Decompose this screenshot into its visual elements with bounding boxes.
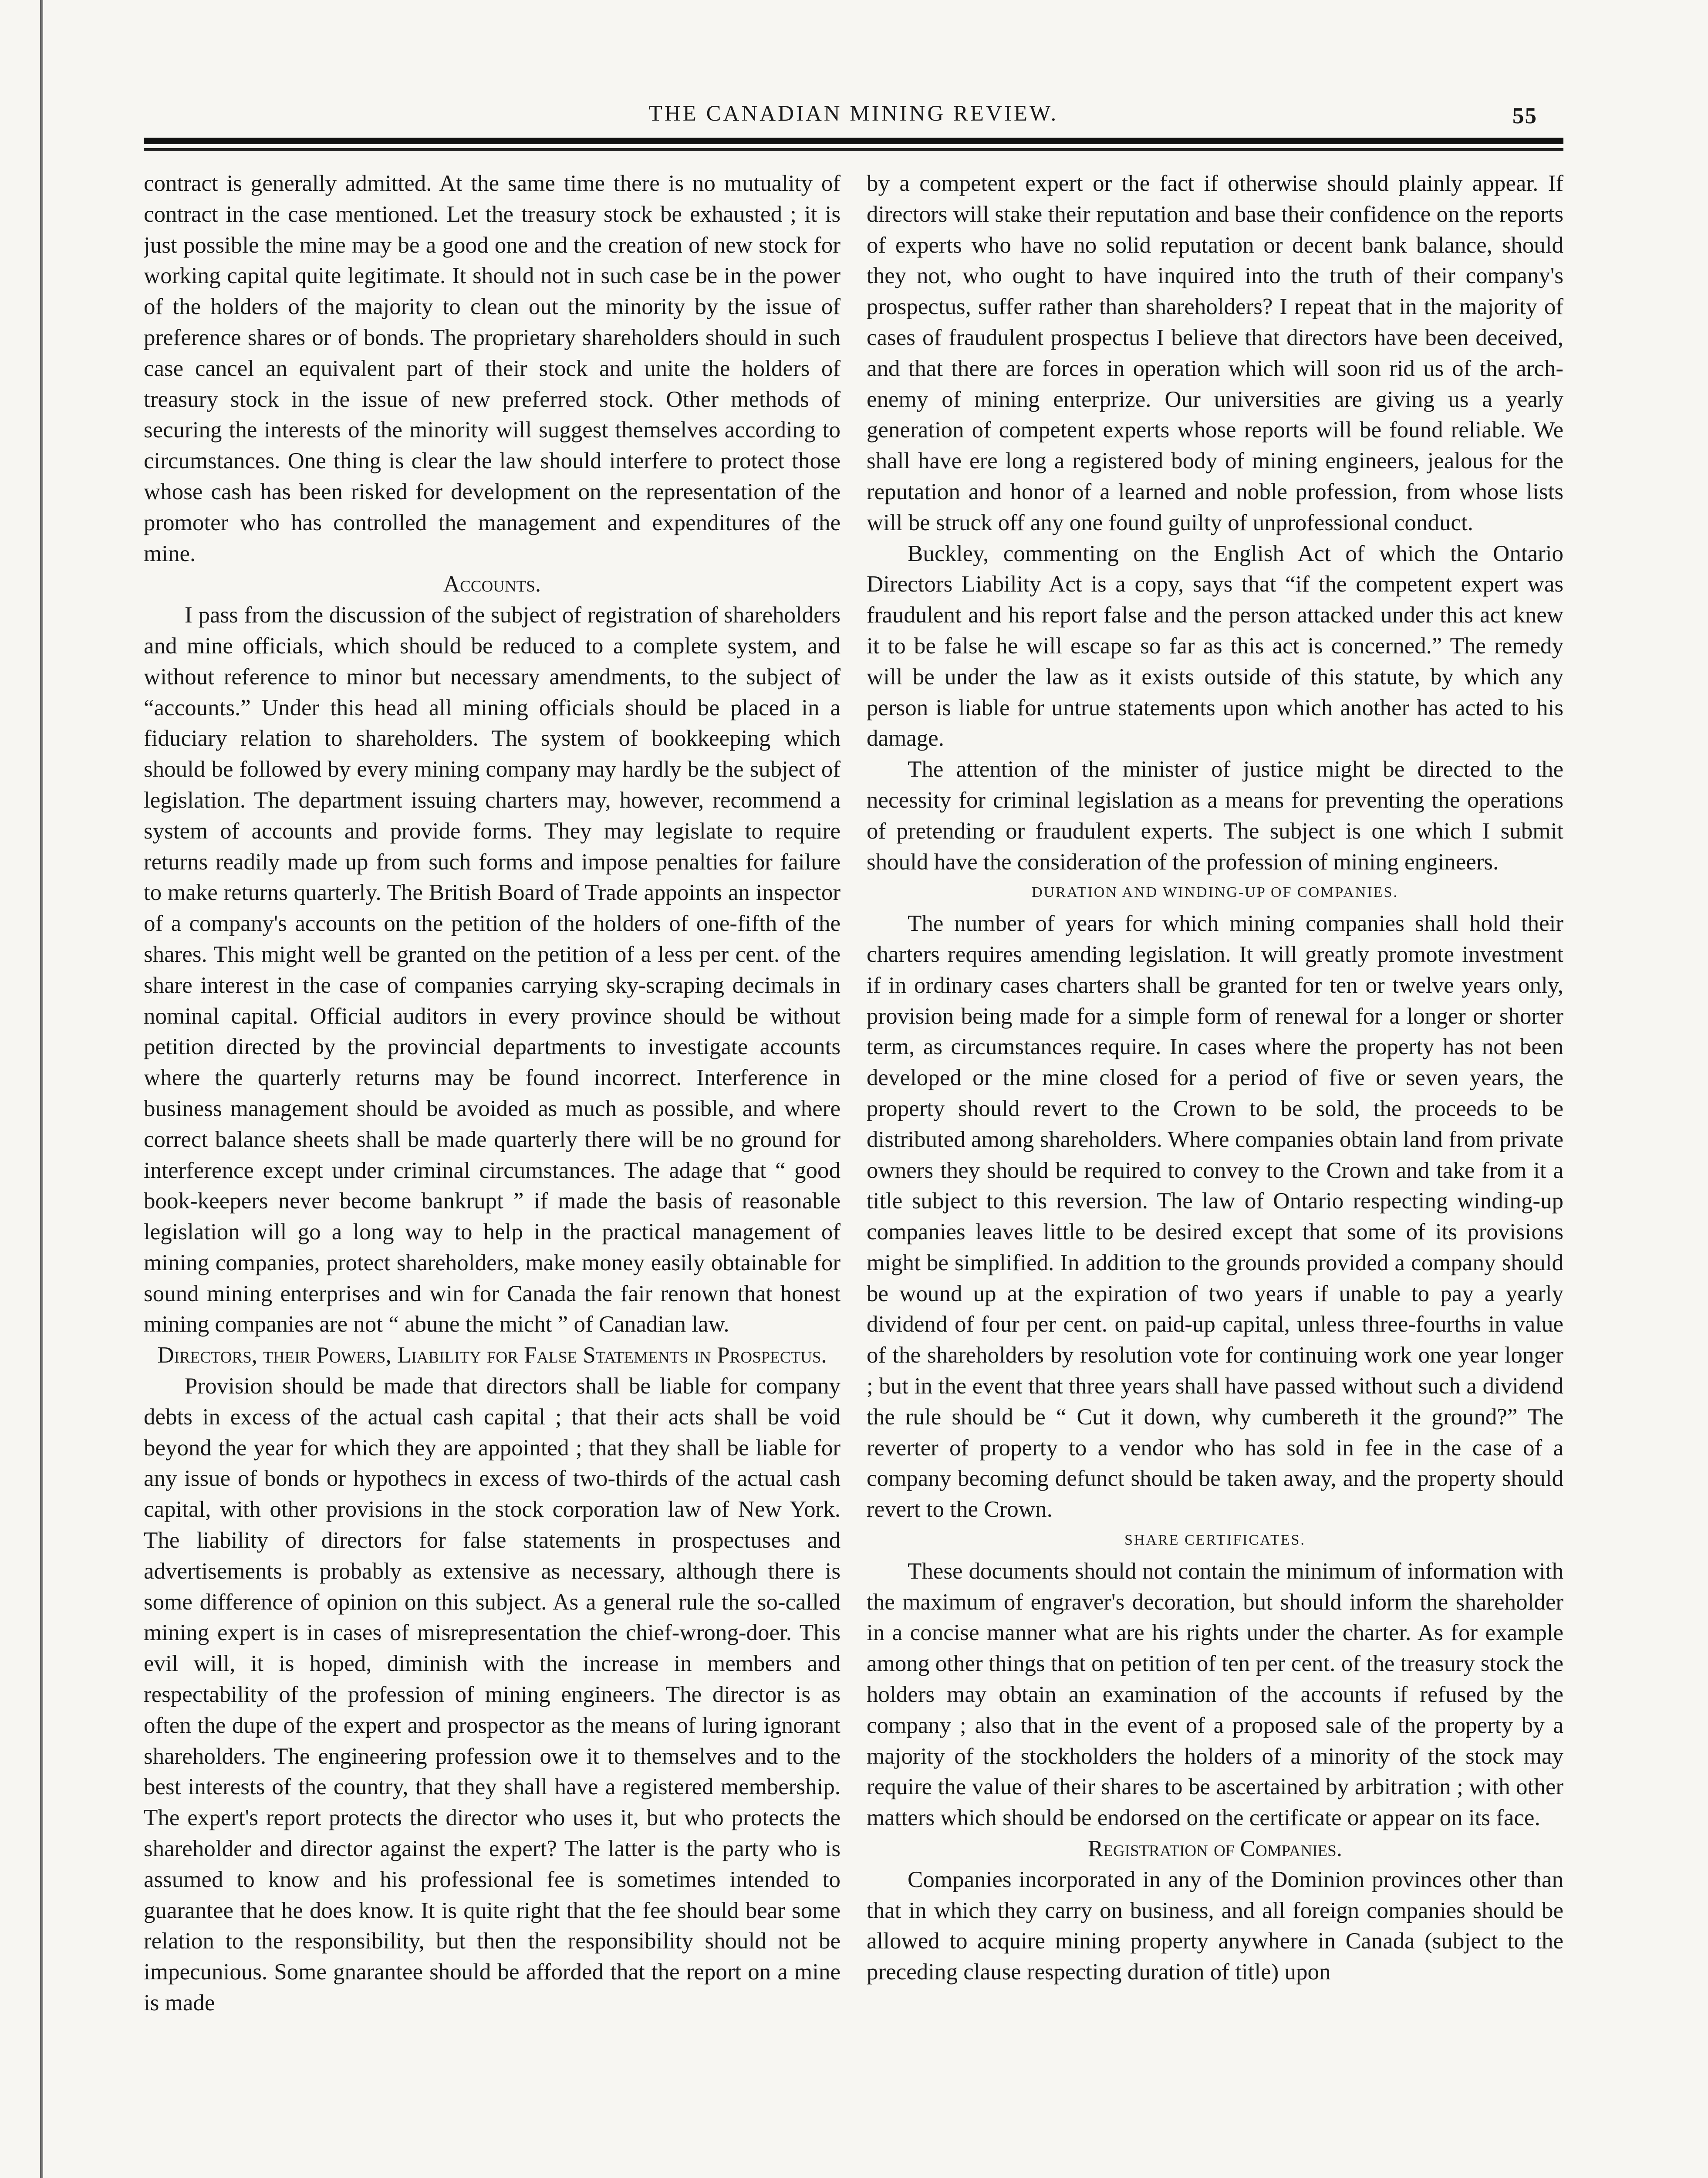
- scan-edge-line: [40, 0, 43, 2178]
- heading-duration: DURATION AND WINDING-UP OF COMPANIES.: [1032, 884, 1398, 901]
- paragraph-duration: The number of years for which mining companies shall hold their charters requires amending legislation. It will greatly promote investment if in ordinary cases charters shall be granted for ten or twelve years only, provision being made for a simple form of renewal for a longer or shorter term, as circumstances require. In cases where the property has not been developed or the mine closed for a period of five or seven years, the property should revert to the Crown to be sold, the proceeds to be distributed among shareholders. Where companies obtain land from private owners they should be required to convey to the Crown and take from it a title subject to this reversion. The law of Ontario respecting winding-up companies leaves little to be desired except that some of its provisions might be simplified. In addition to the grounds provided a company should be wound up at the expiration of two years if unable to pay a yearly dividend of four per cent. on paid-up capital, unless three-fourths in value of the shareholders by resolution vote for continuing work one year longer ; but in the event that three years shall have passed without such a dividend the rule should be “ Cut it down, why cumbereth it the ground?” The reverter of property to a vendor who has sold in fee in the case of a company becoming defunct should be taken away, and the property should revert to the Crown.: [867, 911, 1563, 1522]
- page-number: 55: [1512, 103, 1537, 129]
- paragraph-accounts: I pass from the discussion of the subject of registration of shareholders and mine officials, which should be reduced to a complete system, and without reference to minor but necessary amendments, to the subject of “accounts.” Under this head all mining officials should be placed in a fiduciary relation to shareholders. The system of bookkeeping which should be followed by every mining company may hardly be the subject of legislation. The department issuing charters may, however, recommend a system of accounts and provide forms. They may legislate to require returns readily made up from such forms and impose penalties for failure to make returns quarterly. The British Board of Trade appoints an inspector of a company's accounts on the petition of the holders of one-fifth of the shares. This might well be granted on the petition of a less per cent. of the share interest in the case of companies carrying sky-scraping decimals in nominal capital. Official auditors in every province should be without petition directed by the provincial departments to investigate accounts where the quarterly returns may be found incorrect. Interference in business management should be avoided as much as possible, and where correct balance sheets shall be made quarterly there will be no ground for interference except under criminal circumstances. The adage that “ good book-keepers never become bankrupt ” if made the basis of reasonable legislation will go a long way to help in the practical management of mining companies, protect shareholders, make money easily obtainable for sound mining enterprises and win for Canada the fair renown that honest mining companies are not “ abune the micht ” of Canadian law.: [144, 602, 840, 1337]
- right-column: [867, 168, 1563, 2154]
- header-rule-thin: [144, 148, 1563, 151]
- paragraph-registration: Companies incorporated in any of the Dominion provinces other than that in which they carry on business, and all foreign companies should be allowed to acquire mining property anywhere in Canada (subject to the preceding clause respecting duration of title) upon: [867, 1867, 1563, 1985]
- paragraph-competent-expert: by a competent expert or the fact if otherwise should plainly appear. If directors will stake their reputation and base their confidence on the reports of experts who have no solid reputation or decent bank balance, should they not, who ought to have inquired into the truth of their company's prospectus, suffer rather than shareholders? I repeat that in the majority of cases of fraudulent prospectus I believe that directors have been deceived, and that there are forces in operation which will soon rid us of the arch-enemy of mining enterprize. Our universities are giving us a yearly generation of competent experts whose reports will be found reliable. We shall have ere long a registered body of mining engineers, jealous for the reputation and honor of a learned and noble profession, from whose lists will be struck off any one found guilty of unprofessional conduct.: [867, 171, 1563, 535]
- heading-accounts: Accounts.: [443, 572, 541, 597]
- paragraph-directors: Provision should be made that directors shall be liable for company debts in excess of the actual cash capital ; that their acts shall be void beyond the year for which they are appointed ; that they shall be liable for any issue of bonds or hypothecs in excess of two-thirds of the actual cash capital, with other provisions in the stock corporation law of New York. The liability of directors for false statements in prospectuses and advertisements is probably as extensive as necessary, although there is some difference of opinion on this subject. As a general rule the so-called mining expert is in cases of misrepresentation the chief-wrong-doer. This evil will, it is hoped, diminish with the increase in members and respectability of the profession of mining engineers. The director is as often the dupe of the expert and prospector as the means of luring ignorant shareholders. The engineering profession owe it to themselves and to the best interests of the country, that they shall have a registered membership. The expert's report protects the director who uses it, but who protects the shareholder and director against the expert? The latter is the party who is assumed to know and his professional fee is sometimes intended to guarantee that he does know. It is quite right that the fee should bear some relation to the responsibility, but then the responsibility should not be impecunious. Some gnarantee should be afforded that the report on a mine is made: [144, 1373, 840, 2016]
- header-rule-thick: [144, 138, 1563, 144]
- heading-directors: Directors, their Powers, Liability for False Statements in Prospectus.: [157, 1343, 827, 1368]
- paragraph-minister: The attention of the minister of justice might be directed to the necessity for criminal legislation as a means for preventing the operations of pretending or fraudulent experts. The subject is one which I submit should have the consideration of the profession of mining engineers.: [867, 757, 1563, 875]
- heading-registration: Registration of Companies.: [1088, 1836, 1342, 1862]
- paragraph-contract: contract is generally admitted. At the same time there is no mutuality of contract in the case mentioned. Let the treasury stock be exhausted ; it is just possible the mine may be a good one and the creation of new stock for working capital quite legitimate. It should not in such case be in the power of the holders of the majority to clean out the minority by the issue of preference shares or of bonds. The proprietary shareholders should in such case cancel an equivalent part of their stock and unite the holders of treasury stock in the issue of new preferred stock. Other methods of securing the interests of the minority will suggest themselves according to circumstances. One thing is clear the law should interfere to protect those whose cash has been risked for development on the representation of the promoter who has controlled the management and expenditures of the mine.: [144, 171, 840, 566]
- running-title: THE CANADIAN MINING REVIEW.: [648, 101, 1059, 126]
- paragraph-buckley: Buckley, commenting on the English Act of which the Ontario Directors Liability Act is a copy, says that “if the competent expert was fraudulent and his report false and the person attacked under this act knew it to be false he will escape so far as this act is concerned.” The remedy will be under the law as it exists outside of this statute, by which any person is liable for untrue statements upon which another has acted to his damage.: [867, 541, 1563, 751]
- paragraph-share-certificates: These documents should not contain the minimum of information with the maximum of engraver's decoration, but should inform the shareholder in a concise manner what are his rights under the charter. As for example among other things that on petition of ten per cent. of the treasury stock the holders may obtain an examination of the accounts if refused by the company ; also that in the event of a proposed sale of the property by a majority of the stockholders the holders of a minority of the stock may require the value of their shares to be ascertained by arbitration ; with other matters which should be endorsed on the certificate or appear on its face.: [867, 1558, 1563, 1831]
- left-column: [144, 168, 840, 2172]
- heading-share-certificates: SHARE CERTIFICATES.: [1124, 1532, 1306, 1549]
